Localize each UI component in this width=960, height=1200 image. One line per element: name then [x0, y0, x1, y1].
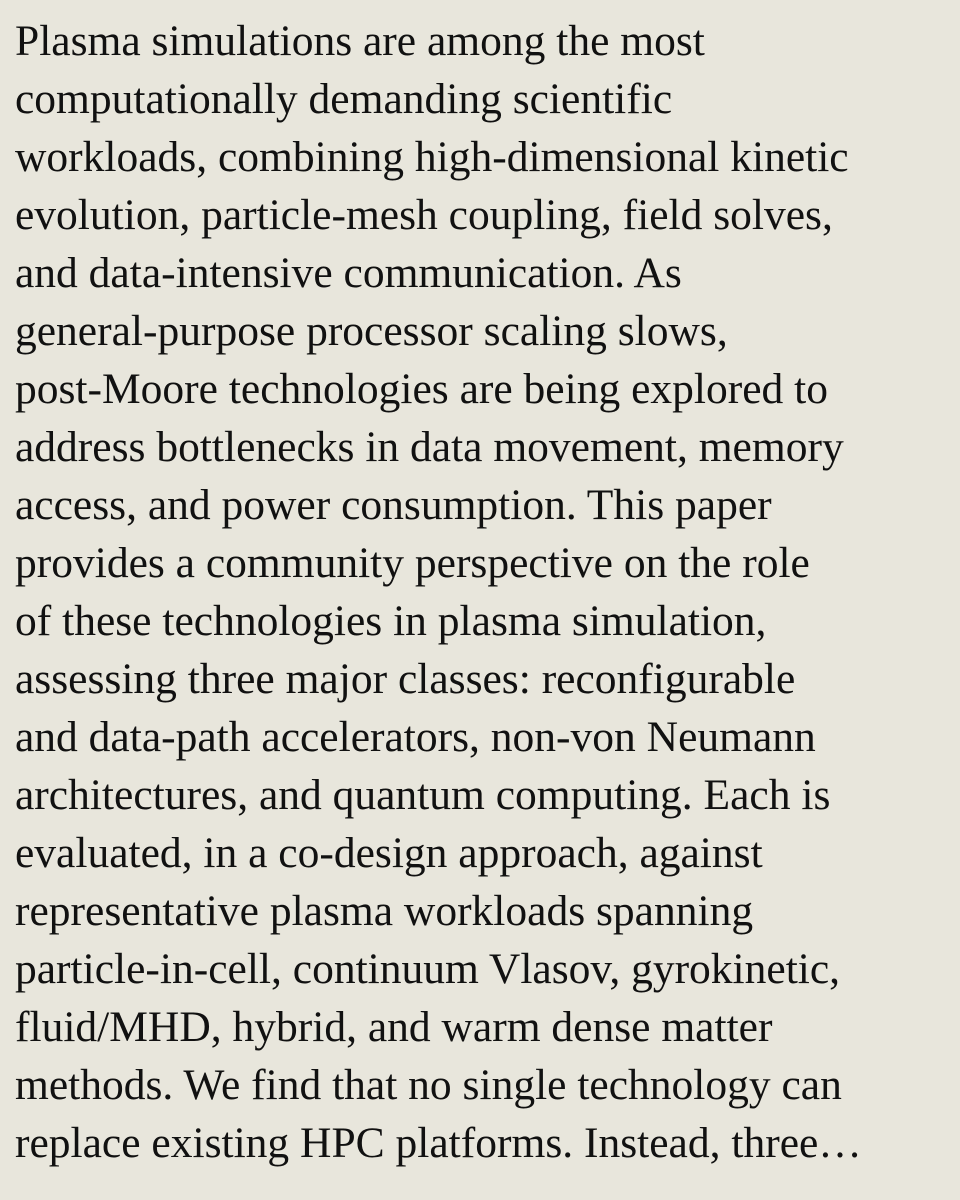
abstract-line: particle-in-cell, continuum Vlasov, gyrokinetic, — [15, 945, 841, 993]
abstract-line: fluid/MHD, hybrid, and warm dense matter — [15, 1003, 773, 1051]
abstract-line: general-purpose processor scaling slows, — [15, 307, 728, 355]
abstract-line: Plasma simulations are among the most — [15, 17, 705, 65]
abstract-line: evaluated, in a co-design approach, against — [15, 829, 763, 877]
abstract-line: of these technologies in plasma simulation, — [15, 597, 767, 645]
abstract-line: representative plasma workloads spanning — [15, 887, 754, 935]
abstract-line: and data-intensive communication. As — [15, 249, 682, 297]
abstract-text — [15, 12, 950, 1172]
abstract-line: assessing three major classes: reconfigurable — [15, 655, 796, 703]
abstract-line: computationally demanding scientific — [15, 75, 673, 123]
abstract-line: address bottlenecks in data movement, memory — [15, 423, 844, 471]
abstract-line: and data-path accelerators, non-von Neumann — [15, 713, 816, 761]
abstract-line: architectures, and quantum computing. Each is — [15, 771, 831, 819]
abstract-line: post-Moore technologies are being explored to — [15, 365, 828, 413]
abstract-line: replace existing HPC platforms. Instead, three… — [15, 1119, 862, 1167]
abstract-line: evolution, particle-mesh coupling, field solves, — [15, 191, 833, 239]
abstract-line: workloads, combining high-dimensional kinetic — [15, 133, 849, 181]
abstract-line: provides a community perspective on the role — [15, 539, 810, 587]
abstract-line: access, and power consumption. This paper — [15, 481, 772, 529]
abstract-line: methods. We find that no single technology can — [15, 1061, 842, 1109]
